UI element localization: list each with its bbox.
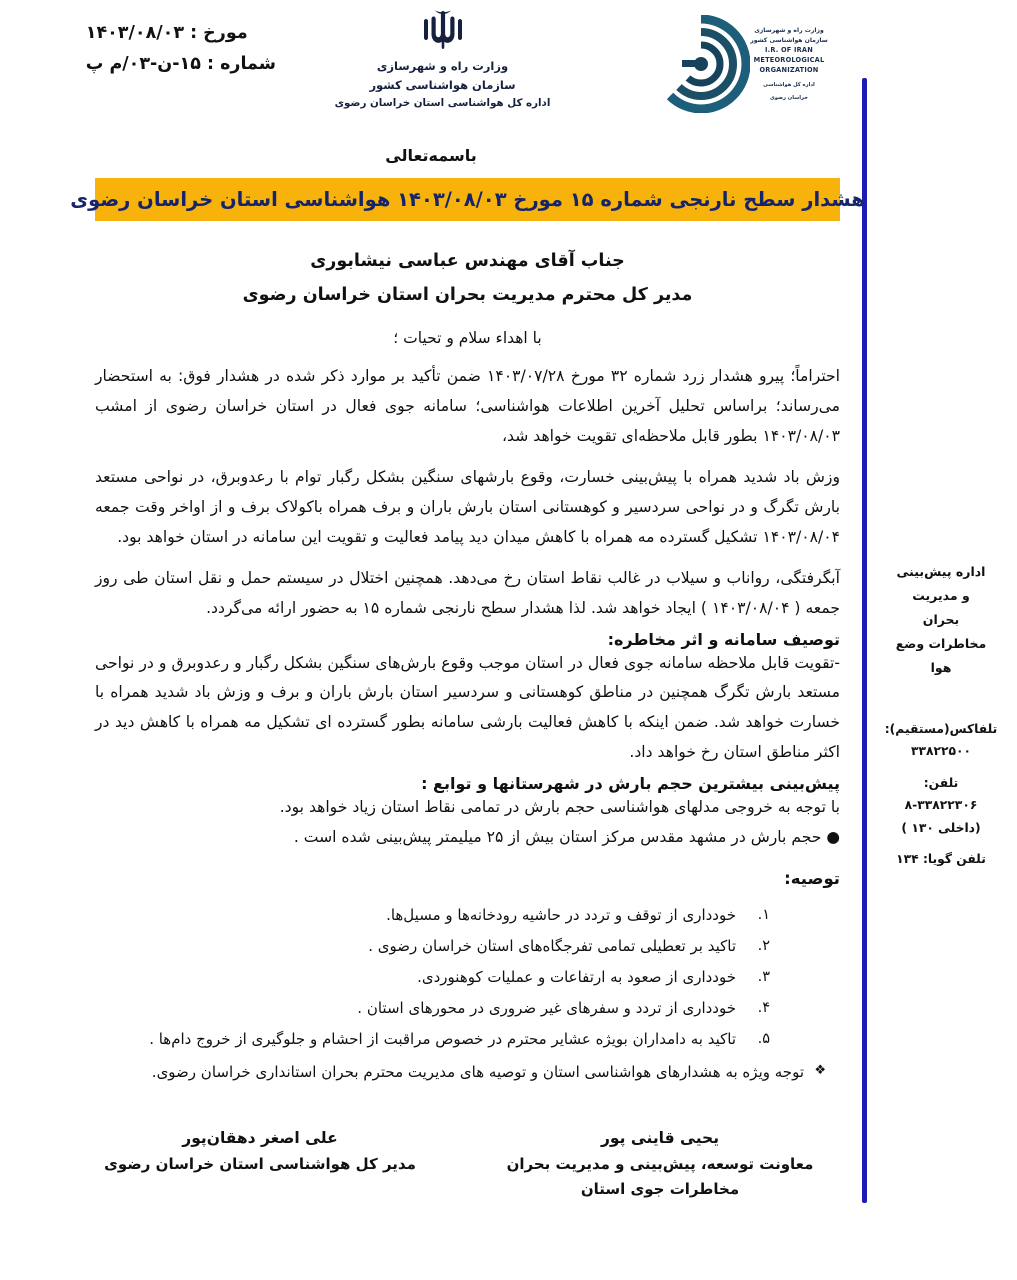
iran-emblem-icon <box>417 8 469 54</box>
contact-sidebar <box>872 560 1010 870</box>
special-attention-note-text: توجه ویژه به هشدارهای هواشناسی استان و توصیه های مدیریت محترم بحران استانداری خراسان رضوی. <box>151 1063 804 1082</box>
phone-number: ۸-۳۳۸۲۲۳۰۶ <box>904 798 978 813</box>
sidebar-dept-line-4: مخاطرات وضع <box>895 636 987 651</box>
salutation-text: با اهداء سلام و تحیات ؛ <box>393 329 542 348</box>
ministry-header-block <box>330 8 555 112</box>
addressee-name: جناب آقای مهندس عباسی نیشابوری <box>310 251 625 271</box>
addressee-block <box>95 244 840 312</box>
sidebar-contact-info <box>872 718 1010 870</box>
list-item: خودداری از توقف و تردد در حاشیه رودخانه‌ها و مسیل‌ها. <box>386 905 736 924</box>
sidebar-divider-rule <box>862 78 867 1203</box>
irimo-tiny-line-2: خراسان رضوی <box>769 94 809 101</box>
ministry-line-2: سازمان هواشناسی کشور <box>369 77 516 92</box>
sidebar-dept-line-1: اداره پیش‌بینی <box>896 564 986 579</box>
basmala-text: باسمه‌تعالی <box>385 146 477 165</box>
list-item: خودداری از صعود به ارتفاعات و عملیات کوهنوردی. <box>417 967 736 986</box>
fax-number: ۳۳۸۲۲۵۰۰ <box>910 744 972 759</box>
voice-phone-line: تلفن گویا: ۱۳۴ <box>896 851 986 866</box>
ministry-line-3: اداره کل هواشناسی استان خراسان رضوی <box>334 96 551 109</box>
sidebar-dept-line-2: و مدیریت <box>912 588 970 603</box>
irimo-tiny-line-1: اداره کل هواشناسی <box>763 81 815 88</box>
body-paragraph-3: آبگرفتگی، رواناب و سیلاب در غالب نقاط استان رخ می‌دهد. همچنین اختلال در سیستم حمل و نقل استان طی روز جمعه ( ۱۴۰۳/۰۸/۰۴ ) ایجاد خواهد شد. لذا هشدار سطح نارنجی شماره ۱۵ به حضور ارائه می‌گردد. <box>95 568 840 617</box>
irimo-en-line-3: ORGANIZATION <box>759 66 819 75</box>
rain-forecast-heading: پیش‌بینی بیشترین حجم بارش در شهرستانها و توابع : <box>421 774 840 794</box>
hazard-description-text: -تقویت قابل ملاحظه سامانه جوی فعال در استان موجب وقوع بارش‌های سنگین بشکل رگبار و رعدوبرق و در نواحی مستعد بارش تگرگ همچنین در مناطق کوهستانی و سردسیر استان بارش باران و برف و وزش باد شدید همراه با خسارت خواهد شد. ضمن اینکه با کاهش فعالیت بارشی سامانه بطور گسترده ای تشکیل مه همراه با کاهش دید در اکثر مناطق استان رخ خواهد داد. <box>95 653 840 762</box>
signature-right-name: یحیی قاینی پور <box>600 1129 720 1147</box>
star-bullet-icon: ❖ <box>814 1063 826 1079</box>
document-meta <box>86 18 276 79</box>
addressee-title: مدیر کل محترم مدیریت بحران استان خراسان رضوی <box>242 285 693 306</box>
phone-label: تلفن: <box>923 775 959 790</box>
sidebar-department-name <box>872 560 1010 680</box>
irimo-en-line-1: I.R. OF IRAN <box>765 46 813 55</box>
orange-alert-banner <box>70 178 865 221</box>
document-header <box>0 0 862 135</box>
phone-extension: (داخلی ۱۳۰ ) <box>901 820 981 835</box>
sidebar-dept-line-5: هوا <box>930 660 952 675</box>
signature-right <box>480 1125 840 1203</box>
signature-left-title-1: مدیر کل هواشناسی استان خراسان رضوی <box>104 1154 416 1173</box>
recommendations-heading: توصیه: <box>784 868 840 888</box>
irimo-en-line-2: METEOROLOGICAL <box>753 56 825 65</box>
irimo-logo-text <box>750 26 828 102</box>
recommendations-list <box>95 900 840 1056</box>
alert-banner-text: هشدار سطح نارنجی شماره ۱۵ مورخ ۱۴۰۳/۰۸/۰۳ هواشناسی استان خراسان رضوی <box>70 188 865 211</box>
list-item: خودداری از تردد و سفرهای غیر ضروری در محورهای استان . <box>357 999 736 1018</box>
signature-right-title-1: معاونت توسعه، پیش‌بینی و مدیریت بحران <box>506 1154 814 1173</box>
list-item: تاکید به دامداران بویژه عشایر محترم در خصوص مراقبت از احشام و جلوگیری از خروج دام‌ها . <box>149 1030 736 1049</box>
signature-block <box>95 1125 840 1203</box>
irimo-fa-line-1: وزارت راه و شهرسازی <box>754 27 824 35</box>
fax-label: تلفاکس(مستقیم): <box>884 722 998 736</box>
irimo-logo <box>648 10 828 118</box>
body-paragraph-1: احتراماً؛ پیرو هشدار زرد شماره ۳۲ مورخ ۱۴۰۳/۰۷/۲۸ ضمن تأکید بر موارد ذکر شده در هشدار فوق: به استحضار می‌رساند؛ براساس تحلیل آخرین اطلاعات هواشناسی؛ سامانه جوی فعال در استان خراسان رضوی از امشب ۱۴۰۳/۰۸/۰۳ بطور قابل ملاحظه‌ای تقویت خواهد شد، <box>95 367 841 445</box>
irimo-swirl-icon <box>652 15 750 113</box>
document-body <box>95 244 840 1087</box>
irimo-fa-line-2: سازمان هواشناسی کشور <box>750 36 828 44</box>
rain-forecast-text: با توجه به خروجی مدلهای هواشناسی حجم بارش در تمامی نقاط استان زیاد خواهد بود. <box>279 798 840 817</box>
hazard-description-heading: توصیف سامانه و اثر مخاطره: <box>607 629 840 649</box>
special-attention-note <box>95 1057 840 1087</box>
document-number: شماره : ۱۵-ن-۰۳/م پ <box>85 53 276 74</box>
sidebar-dept-line-3: بحران <box>922 612 960 627</box>
signature-left-name: علی اصغر دهقان‌پور <box>182 1129 338 1147</box>
ministry-line-1: وزارت راه و شهرسازی <box>376 59 509 73</box>
document-date: مورخ : ۱۴۰۳/۰۸/۰۳ <box>85 23 248 43</box>
signature-left <box>95 1125 425 1203</box>
signature-right-title-2: مخاطرات جوی استان <box>580 1180 740 1199</box>
body-paragraph-2: وزش باد شدید همراه با پیش‌بینی خسارت، وقوع بارشهای سنگین بشکل رگبار توام با رعدوبرق، در نواحی مستعد بارش تگرگ و در نواحی سردسیر و کوهستانی استان بارش باران و برف همراه باکولاک برف و از اواخر وقت جمعه ۱۴۰۳/۰۸/۰۴ تشکیل گسترده مه همراه با کاهش میدان دید پیامد فعالیت و تقویت این سامانه در استان خواهد بود. <box>95 467 840 546</box>
list-item: تاکید بر تعطیلی تمامی تفرجگاه‌های استان خراسان رضوی . <box>368 936 736 955</box>
rain-forecast-bullet: ● حجم بارش در مشهد مقدس مرکز استان بیش از ۲۵ میلیمتر پیش‌بینی شده است . <box>293 827 840 846</box>
